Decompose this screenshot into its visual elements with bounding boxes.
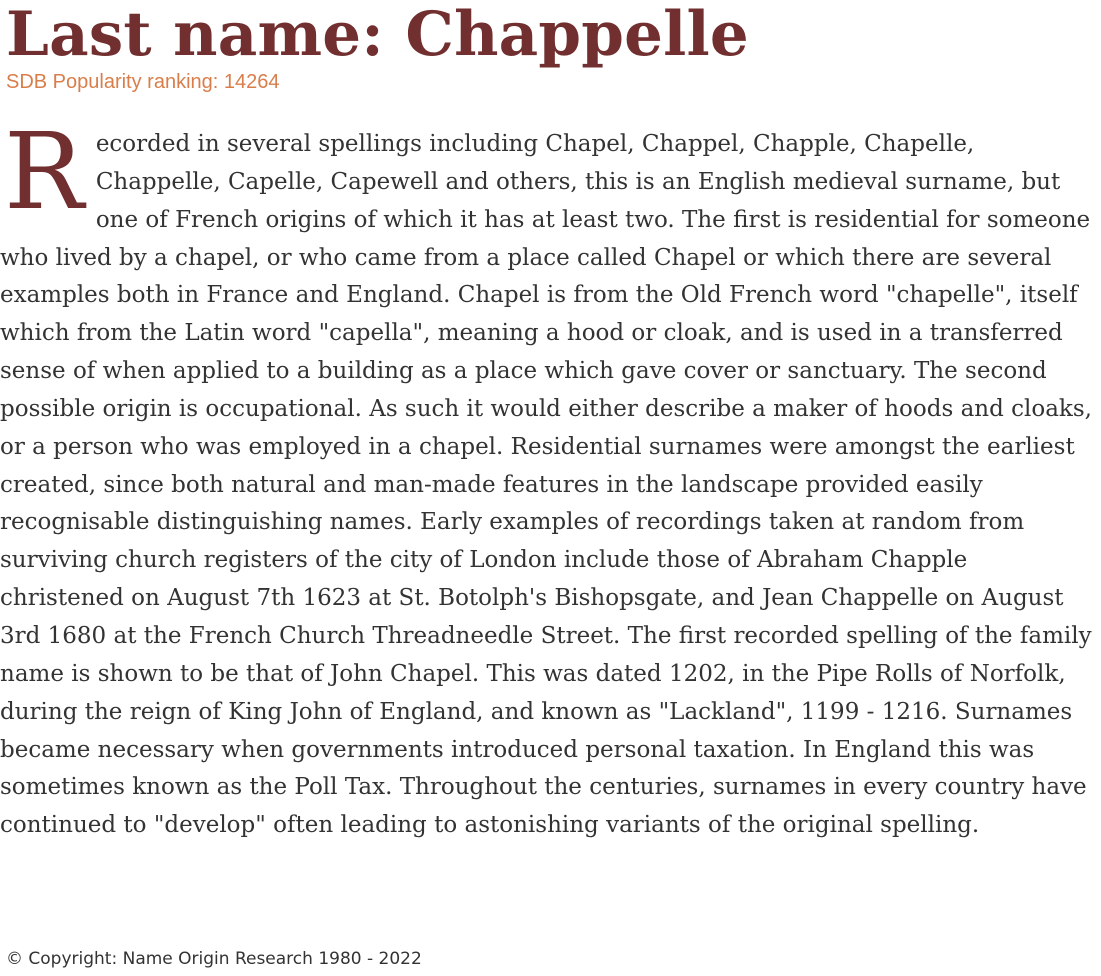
article-body	[0, 110, 1092, 845]
article-text: ecorded in several spellings including Chapel, Chappel, Chapple, Chapelle, Chappelle, Capelle, Capewell and others, this is an English medieval surname, but one of French origins of which it has at least two. The first is residential for someone who lived by a chapel, or who came from a place called Chapel or which there are several examples both in France and England. Chapel is from the Old French word "chapelle", itself which from the Latin word "capella", meaning a hood or cloak, and is used in a transferred sense of when applied to a building as a place which gave cover or sanctuary. The second possible origin is occupational. As such it would either describe a maker of hoods and cloaks, or a person who was employed in a chapel. Residential surnames were amongst the earliest created, since both natural and man-made features in the landscape provided easily recognisable distinguishing names. Early examples of recordings taken at random from surviving church registers of the city of London include those of Abraham Chapple christened on August 7th 1623 at St. Botolph's Bishopsgate, and Jean Chappelle on August 3rd 1680 at the French Church Threadneedle Street. The first recorded spelling of the family name is shown to be that of John Chapel. This was dated 1202, in the Pipe Rolls of Norfolk, during the reign of King John of England, and known as "Lackland", 1199 - 1216. Surnames became necessary when governments introduced personal taxation. In England this was sometimes known as the Poll Tax. Throughout the centuries, surnames in every country have continued to "develop" often leading to astonishing variants of the original spelling.	[0, 131, 1092, 839]
popularity-ranking: SDB Popularity ranking: 14264	[6, 71, 280, 93]
drop-cap: R	[4, 110, 84, 233]
copyright-notice: © Copyright: Name Origin Research 1980 - 2022	[6, 949, 422, 969]
page-title: Last name: Chappelle	[6, 0, 749, 70]
page-header	[6, 0, 1098, 94]
